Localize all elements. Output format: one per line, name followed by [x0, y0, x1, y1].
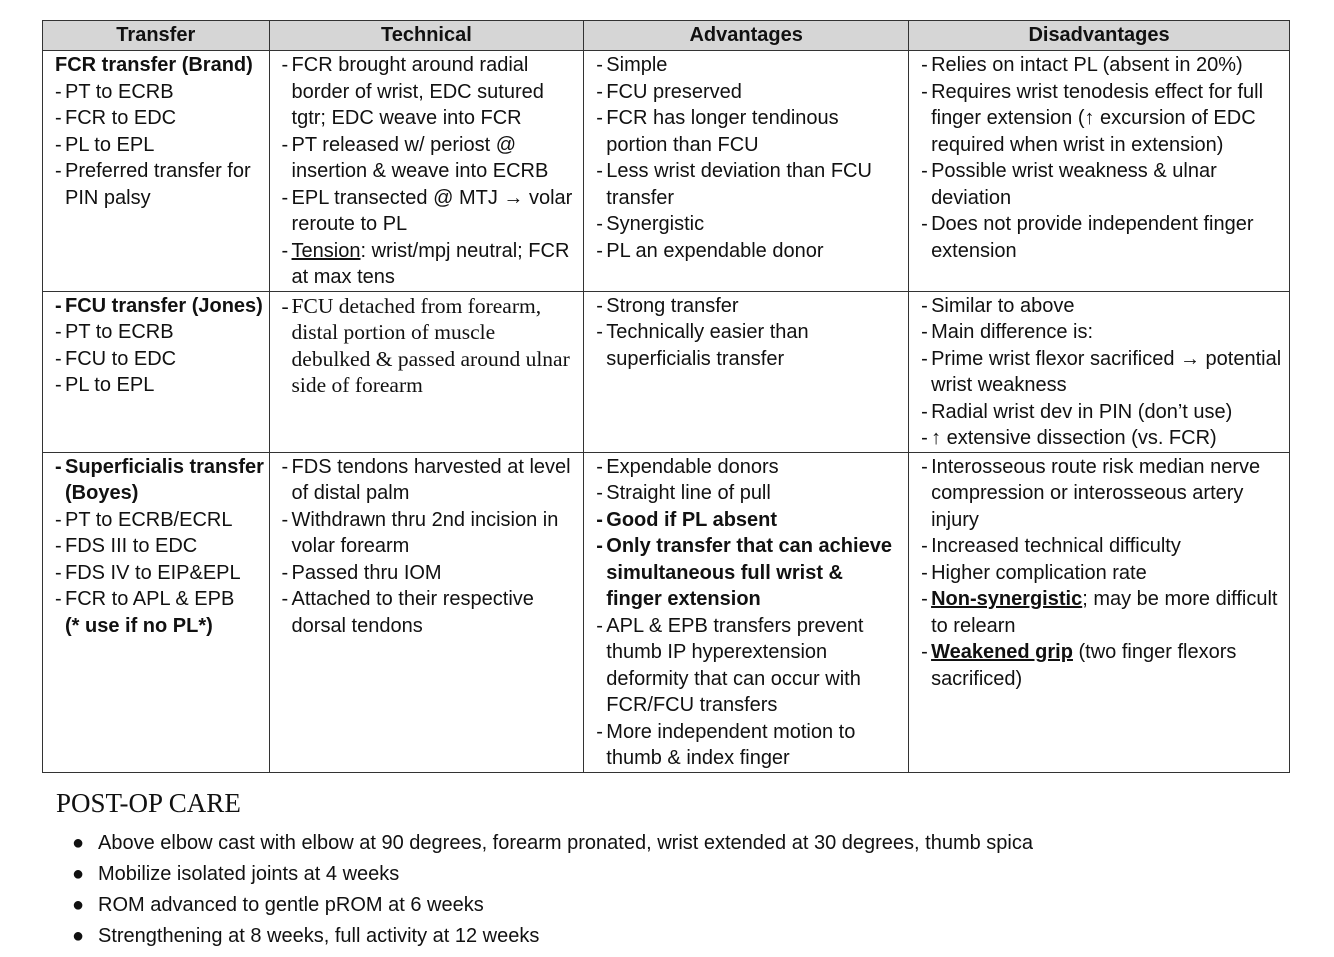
list-item: - FCR to EDC	[55, 105, 265, 132]
transfer-cell	[43, 291, 270, 452]
transfer-cell	[43, 452, 270, 772]
list-item: - Similar to above	[921, 293, 1285, 320]
advantages-cell	[584, 51, 909, 292]
disadvantages-list	[921, 454, 1285, 693]
list-item	[72, 828, 1033, 859]
technical-list	[282, 52, 580, 291]
postop-item-text: ROM advanced to gentle pROM at 6 weeks	[98, 894, 484, 916]
tendon-transfer-table	[42, 20, 1290, 773]
technical-list	[282, 293, 580, 399]
nonsynergistic-text: ; may be more difficult to relearn	[931, 588, 1278, 637]
list-item	[921, 639, 1285, 692]
tension-text: : wrist/mpj neutral; FCR at max tens	[291, 239, 570, 288]
list-item: - FCR brought around radial border of wrist, EDC sutured tgtr; EDC weave into FCR	[282, 52, 580, 132]
list-item: - Main difference is:	[921, 319, 1285, 346]
disadvantages-cell	[909, 291, 1290, 452]
list-item: - PL an expendable donor	[596, 238, 904, 265]
advantages-cell	[584, 291, 909, 452]
technical-list	[282, 454, 580, 640]
list-item: - ↑ extensive dissection (vs. FCR)	[921, 425, 1285, 452]
list-item: - FCR has longer tendinous portion than FCU	[596, 105, 904, 158]
transfer-cell	[43, 51, 270, 292]
list-item: - FCU to EDC	[55, 346, 265, 373]
nonsynergistic-label: Non-synergistic	[931, 588, 1083, 610]
advantages-list	[596, 52, 904, 264]
list-item: - Strong transfer	[596, 293, 904, 320]
list-item	[921, 586, 1285, 639]
disadvantages-list	[921, 293, 1285, 452]
list-item: - FCU preserved	[596, 79, 904, 106]
bullet-icon: ●	[72, 925, 85, 947]
list-item: - Radial wrist dev in PIN (don’t use)	[921, 399, 1285, 426]
transfer-list	[55, 454, 265, 640]
list-item: - PL to EPL	[55, 372, 265, 399]
list-item: - PL to EPL	[55, 132, 265, 159]
list-item: - Increased technical difficulty	[921, 533, 1285, 560]
header-advantages: Advantages	[584, 21, 909, 51]
list-item-bold: - Only transfer that can achieve simultaneous full wrist & finger extension	[596, 533, 904, 613]
tension-label: Tension	[291, 239, 361, 262]
weakened-grip-text: (two finger flexors sacrificed)	[931, 641, 1237, 690]
table-row	[43, 51, 1290, 292]
list-item: - FCU detached from forearm, distal portion of muscle debulked & passed around ulnar side of forearm	[282, 293, 580, 399]
bullet-icon: ●	[72, 832, 85, 854]
postop-title: POST-OP CARE	[56, 788, 241, 818]
postop-list	[56, 828, 1033, 952]
list-item-bold: - Good if PL absent	[596, 507, 904, 534]
list-item	[55, 586, 265, 639]
postop-care-section	[56, 786, 1033, 952]
list-item-text: FCR to APL & EPB	[65, 588, 235, 610]
list-item: - Simple	[596, 52, 904, 79]
list-item	[72, 890, 1033, 921]
advantages-list	[596, 454, 904, 772]
list-item: - Technically easier than superficialis transfer	[596, 319, 904, 372]
list-item: - Less wrist deviation than FCU transfer	[596, 158, 904, 211]
list-item: - More independent motion to thumb & index finger	[596, 719, 904, 772]
table-row	[43, 291, 1290, 452]
list-item: - PT to ECRB	[55, 79, 265, 106]
header-transfer: Transfer	[43, 21, 270, 51]
list-item: - Requires wrist tenodesis effect for full finger extension (↑ excursion of EDC required when wrist in extension)	[921, 79, 1285, 159]
list-item: - EPL transected @ MTJ → volar reroute to PL	[282, 185, 580, 238]
list-item: - PT released w/ periost @ insertion & weave into ECRB	[282, 132, 580, 185]
list-item: - PT to ECRB/ECRL	[55, 507, 265, 534]
list-item	[282, 238, 580, 291]
transfer-note: (* use if no PL*)	[65, 614, 213, 637]
table-row	[43, 452, 1290, 772]
table-header-row	[43, 21, 1290, 51]
transfer-list	[55, 79, 265, 212]
technical-cell	[269, 452, 584, 772]
list-item: - FDS IV to EIP&EPL	[55, 560, 265, 587]
list-item: - Relies on intact PL (absent in 20%)	[921, 52, 1285, 79]
advantages-cell	[584, 452, 909, 772]
list-item	[72, 859, 1033, 890]
list-item: - FDS III to EDC	[55, 533, 265, 560]
disadvantages-cell	[909, 51, 1290, 292]
list-item: - APL & EPB transfers prevent thumb IP hyperextension deformity that can occur with FCR/FCU transfers	[596, 613, 904, 719]
disadvantages-cell	[909, 452, 1290, 772]
list-item: - Withdrawn thru 2nd incision in volar forearm	[282, 507, 580, 560]
transfer-list	[55, 293, 265, 399]
technical-cell	[269, 51, 584, 292]
bullet-icon: ●	[72, 863, 85, 885]
list-item: - Does not provide independent finger extension	[921, 211, 1285, 264]
list-item: - FDS tendons harvested at level of distal palm	[282, 454, 580, 507]
bullet-icon: ●	[72, 894, 85, 916]
transfer-title: - Superficialis transfer (Boyes)	[55, 454, 265, 507]
list-item: - Synergistic	[596, 211, 904, 238]
transfer-title: - FCU transfer (Jones)	[55, 293, 265, 320]
postop-item-text: Strengthening at 8 weeks, full activity at 12 weeks	[98, 925, 540, 947]
list-item: - Attached to their respective dorsal tendons	[282, 586, 580, 639]
list-item: - Straight line of pull	[596, 480, 904, 507]
header-technical: Technical	[269, 21, 584, 51]
advantages-list	[596, 293, 904, 373]
transfer-title: FCR transfer (Brand)	[55, 54, 253, 76]
disadvantages-list	[921, 52, 1285, 264]
weakened-grip-label: Weakened grip	[931, 641, 1073, 663]
technical-cell	[269, 291, 584, 452]
list-item: - PT to ECRB	[55, 319, 265, 346]
list-item: - Passed thru IOM	[282, 560, 580, 587]
postop-item-text: Above elbow cast with elbow at 90 degrees, forearm pronated, wrist extended at 30 degrees, thumb spica	[98, 832, 1033, 854]
list-item: - Interosseous route risk median nerve compression or interosseous artery injury	[921, 454, 1285, 534]
header-disadvantages: Disadvantages	[909, 21, 1290, 51]
list-item: - Higher complication rate	[921, 560, 1285, 587]
list-item: - Possible wrist weakness & ulnar deviation	[921, 158, 1285, 211]
list-item	[72, 921, 1033, 952]
list-item: - Preferred transfer for PIN palsy	[55, 158, 265, 211]
list-item: - Expendable donors	[596, 454, 904, 481]
list-item: - Prime wrist flexor sacrificed → potential wrist weakness	[921, 346, 1285, 399]
postop-item-text: Mobilize isolated joints at 4 weeks	[98, 863, 400, 885]
